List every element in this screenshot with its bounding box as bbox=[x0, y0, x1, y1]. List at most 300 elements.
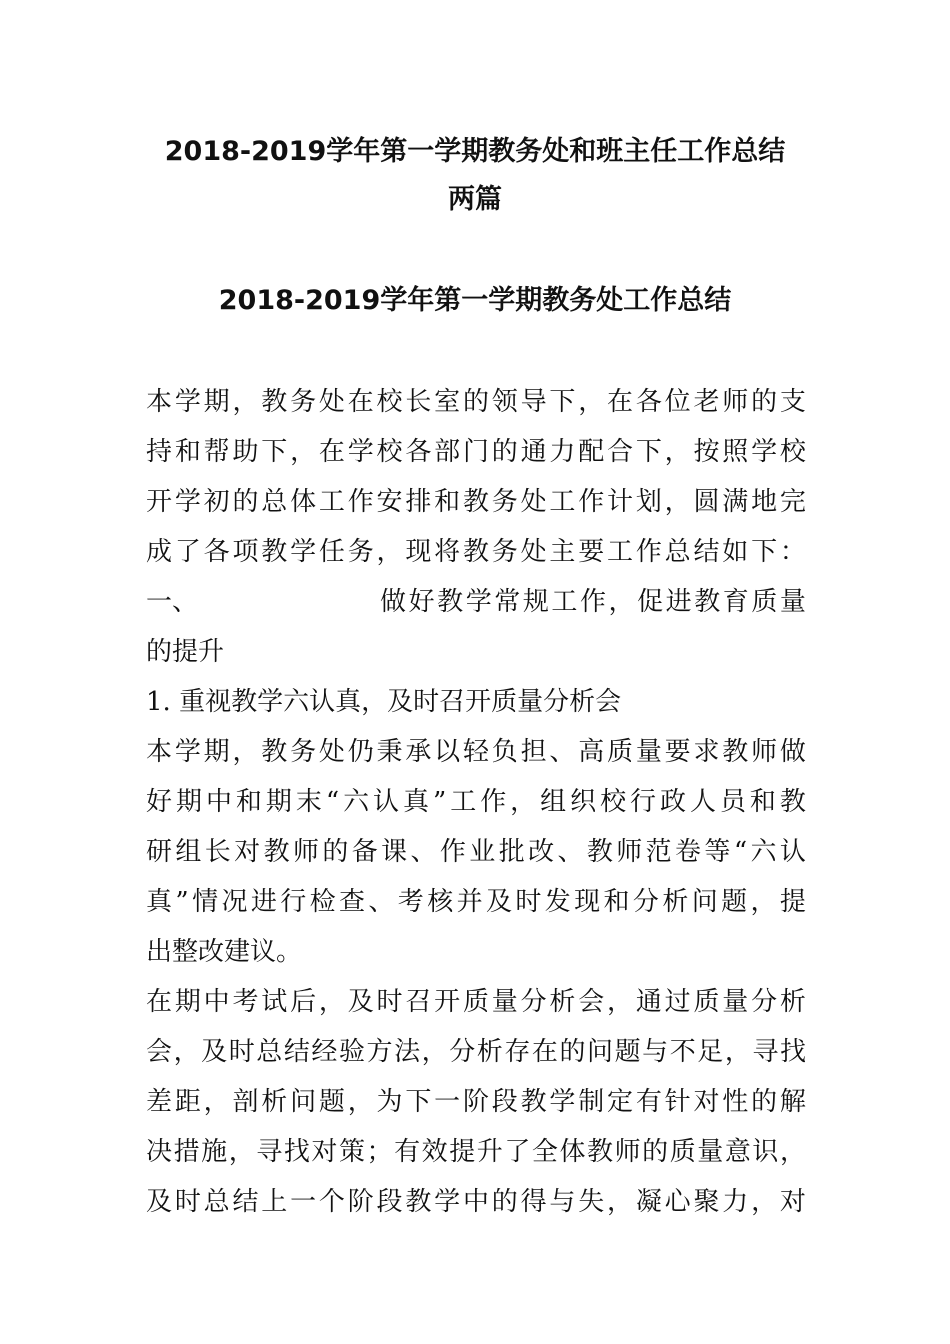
glyph: 教 bbox=[261, 537, 288, 567]
glyph: 中 bbox=[462, 1187, 489, 1217]
glyph: 按 bbox=[693, 437, 720, 467]
glyph: 全 bbox=[531, 1137, 558, 1167]
glyph: 组 bbox=[540, 787, 567, 817]
glyph: 质 bbox=[669, 1137, 696, 1167]
glyph: 的 bbox=[491, 1187, 518, 1217]
glyph: 量 bbox=[491, 987, 518, 1017]
glyph: 任 bbox=[318, 537, 345, 567]
glyph: 常 bbox=[494, 587, 521, 617]
glyph: 进 bbox=[665, 587, 692, 617]
body-line bbox=[146, 477, 806, 527]
glyph: 认 bbox=[373, 787, 400, 817]
section-heading-one bbox=[146, 577, 806, 627]
glyph: ， bbox=[510, 787, 537, 817]
glyph: 秉 bbox=[376, 737, 403, 767]
glyph: 核 bbox=[427, 887, 454, 917]
glyph: 期 bbox=[203, 387, 230, 417]
glyph: 学 bbox=[290, 537, 317, 567]
glyph: 结 bbox=[283, 1037, 310, 1067]
glyph: 中 bbox=[203, 987, 230, 1017]
glyph: 工 bbox=[450, 787, 477, 817]
glyph: “ bbox=[325, 787, 340, 817]
glyph: 问 bbox=[587, 1037, 614, 1067]
glyph: 量 bbox=[779, 587, 806, 617]
glyph: 与 bbox=[642, 1037, 669, 1067]
glyph: 配 bbox=[578, 437, 605, 467]
glyph: 并 bbox=[456, 887, 483, 917]
glyph: 师 bbox=[751, 737, 778, 767]
glyph: 析 bbox=[779, 987, 806, 1017]
glyph: 持 bbox=[146, 437, 173, 467]
glyph: 量 bbox=[635, 737, 662, 767]
glyph: 在 bbox=[146, 987, 173, 1017]
glyph: 室 bbox=[434, 387, 461, 417]
glyph: 中 bbox=[205, 787, 232, 817]
glyph: 验 bbox=[338, 1037, 365, 1067]
glyph: 及 bbox=[347, 987, 374, 1017]
glyph: 师 bbox=[616, 837, 643, 867]
glyph: 结 bbox=[232, 1187, 259, 1217]
glyph: 教 bbox=[587, 1137, 614, 1167]
glyph: 的 bbox=[751, 1087, 778, 1117]
glyph: 查 bbox=[339, 887, 366, 917]
glyph: 和 bbox=[603, 887, 630, 917]
glyph: “ bbox=[733, 837, 748, 867]
glyph: 作 bbox=[347, 487, 374, 517]
glyph: 总 bbox=[664, 537, 691, 567]
glyph: 现 bbox=[574, 887, 601, 917]
glyph: 照 bbox=[722, 437, 749, 467]
glyph: 力 bbox=[722, 1187, 749, 1217]
glyph: 失 bbox=[578, 1187, 605, 1217]
glyph: 问 bbox=[290, 1087, 317, 1117]
glyph: 分 bbox=[751, 987, 778, 1017]
glyph: 学 bbox=[174, 387, 201, 417]
glyph: 寻 bbox=[256, 1137, 283, 1167]
glyph: 学 bbox=[465, 587, 492, 617]
body-line bbox=[146, 1177, 806, 1227]
glyph: 会 bbox=[146, 1037, 173, 1067]
glyph: 织 bbox=[570, 787, 597, 817]
sub-title: 2018-2019学年第一学期教务处工作总结 bbox=[218, 285, 732, 316]
glyph: 、 bbox=[549, 737, 576, 767]
glyph: 发 bbox=[544, 887, 571, 917]
glyph: 得 bbox=[520, 1187, 547, 1217]
glyph: 师 bbox=[722, 387, 749, 417]
glyph: 量 bbox=[722, 987, 749, 1017]
glyph: 剖 bbox=[232, 1087, 259, 1117]
glyph: 六 bbox=[750, 837, 777, 867]
glyph: 和 bbox=[174, 437, 201, 467]
glyph: 找 bbox=[779, 1037, 806, 1067]
glyph: 在 bbox=[607, 387, 634, 417]
glyph: 处 bbox=[318, 737, 345, 767]
glyph: 教 bbox=[261, 737, 288, 767]
glyph: 针 bbox=[664, 1087, 691, 1117]
glyph: 题 bbox=[614, 1037, 641, 1067]
glyph: 力 bbox=[549, 437, 576, 467]
body-line bbox=[146, 427, 806, 477]
glyph: 效 bbox=[421, 1137, 448, 1167]
glyph: 将 bbox=[434, 537, 461, 567]
glyph: 做 bbox=[380, 587, 407, 617]
glyph: 本 bbox=[146, 387, 173, 417]
glyph: 圆 bbox=[693, 487, 720, 517]
glyph: 位 bbox=[664, 387, 691, 417]
glyph: 好 bbox=[408, 587, 435, 617]
glyph: 在 bbox=[318, 437, 345, 467]
glyph: 对 bbox=[779, 1187, 806, 1217]
glyph: 做 bbox=[779, 737, 806, 767]
glyph: 人 bbox=[689, 787, 716, 817]
glyph: 部 bbox=[434, 437, 461, 467]
glyph: 教 bbox=[405, 1187, 432, 1217]
glyph: 凝 bbox=[635, 1187, 662, 1217]
glyph: 方 bbox=[366, 1037, 393, 1067]
glyph: 工 bbox=[551, 587, 578, 617]
glyph: 考 bbox=[397, 887, 424, 917]
body-line bbox=[146, 727, 806, 777]
glyph: ， bbox=[232, 737, 259, 767]
glyph: 了 bbox=[174, 537, 201, 567]
glyph: 题 bbox=[721, 887, 748, 917]
glyph: 及 bbox=[146, 1187, 173, 1217]
glyph: 作 bbox=[579, 587, 606, 617]
glyph: 务 bbox=[290, 737, 317, 767]
glyph: ， bbox=[751, 1187, 778, 1217]
glyph: 距 bbox=[174, 1087, 201, 1117]
glyph: 、 bbox=[557, 837, 584, 867]
glyph: ， bbox=[664, 437, 691, 467]
glyph: 负 bbox=[491, 737, 518, 767]
glyph: 题 bbox=[318, 1087, 345, 1117]
glyph: 学 bbox=[549, 1087, 576, 1117]
glyph: ， bbox=[376, 537, 403, 567]
glyph: ， bbox=[228, 1137, 255, 1167]
glyph: 总 bbox=[261, 487, 288, 517]
glyph: 分 bbox=[449, 1037, 476, 1067]
glyph: 校 bbox=[600, 787, 627, 817]
glyph: 求 bbox=[693, 737, 720, 767]
glyph: 的 bbox=[491, 437, 518, 467]
glyph: ， bbox=[232, 387, 259, 417]
glyph: 学 bbox=[174, 737, 201, 767]
glyph: 识 bbox=[752, 1137, 779, 1167]
glyph: ， bbox=[750, 887, 777, 917]
glyph: 导 bbox=[520, 387, 547, 417]
glyph: 主 bbox=[549, 537, 576, 567]
glyph: 本 bbox=[146, 737, 173, 767]
glyph: 学 bbox=[174, 487, 201, 517]
glyph: 政 bbox=[660, 787, 687, 817]
body-line bbox=[146, 1127, 806, 1177]
glyph: 的 bbox=[559, 1037, 586, 1067]
glyph: 、 bbox=[368, 887, 395, 917]
glyph: 以 bbox=[434, 737, 461, 767]
glyph: 体 bbox=[559, 1137, 586, 1167]
glyph: 经 bbox=[311, 1037, 338, 1067]
glyph: 心 bbox=[664, 1187, 691, 1217]
body-line bbox=[146, 877, 806, 927]
glyph: 工 bbox=[318, 487, 345, 517]
body-line: 的提升 bbox=[146, 637, 225, 667]
glyph: 了 bbox=[504, 1137, 531, 1167]
glyph: 析 bbox=[476, 1037, 503, 1067]
body-line bbox=[146, 527, 806, 577]
glyph: 总 bbox=[256, 1037, 283, 1067]
body-line bbox=[146, 1077, 806, 1127]
glyph: ， bbox=[173, 1037, 200, 1067]
glyph: 足 bbox=[697, 1037, 724, 1067]
glyph: 学 bbox=[751, 437, 778, 467]
glyph: 制 bbox=[578, 1087, 605, 1117]
glyph: 对 bbox=[311, 1137, 338, 1167]
glyph: ， bbox=[779, 1137, 806, 1167]
glyph: 各 bbox=[635, 387, 662, 417]
glyph: 、 bbox=[410, 837, 437, 867]
glyph: 时 bbox=[515, 887, 542, 917]
glyph: 质 bbox=[462, 987, 489, 1017]
glyph: 措 bbox=[173, 1137, 200, 1167]
glyph: 总 bbox=[203, 1187, 230, 1217]
glyph: 各 bbox=[405, 437, 432, 467]
glyph: 校 bbox=[779, 437, 806, 467]
glyph: 门 bbox=[462, 437, 489, 467]
glyph: 行 bbox=[630, 787, 657, 817]
glyph: 析 bbox=[549, 987, 576, 1017]
glyph: 的 bbox=[462, 387, 489, 417]
glyph: 师 bbox=[292, 837, 319, 867]
glyph: 聚 bbox=[693, 1187, 720, 1217]
glyph: 教 bbox=[779, 787, 806, 817]
glyph: 要 bbox=[578, 537, 605, 567]
glyph: 有 bbox=[394, 1137, 421, 1167]
document-body bbox=[146, 377, 806, 1227]
glyph: 情 bbox=[192, 887, 219, 917]
glyph: 找 bbox=[283, 1137, 310, 1167]
glyph: 时 bbox=[228, 1037, 255, 1067]
glyph: 如 bbox=[722, 537, 749, 567]
glyph: 通 bbox=[520, 437, 547, 467]
glyph: ” bbox=[432, 787, 447, 817]
glyph: 解 bbox=[779, 1087, 806, 1117]
glyph: 地 bbox=[751, 487, 778, 517]
glyph: 领 bbox=[491, 387, 518, 417]
glyph: 析 bbox=[662, 887, 689, 917]
glyph: 真 bbox=[403, 787, 430, 817]
glyph: 施 bbox=[201, 1137, 228, 1167]
glyph: ， bbox=[578, 387, 605, 417]
glyph: 提 bbox=[449, 1137, 476, 1167]
glyph: 有 bbox=[635, 1087, 662, 1117]
glyph: 质 bbox=[607, 737, 634, 767]
glyph: 业 bbox=[469, 837, 496, 867]
glyph: 在 bbox=[347, 387, 374, 417]
glyph: 老 bbox=[693, 387, 720, 417]
glyph: ， bbox=[347, 1087, 374, 1117]
glyph: 教 bbox=[520, 1087, 547, 1117]
glyph: 为 bbox=[376, 1087, 403, 1117]
glyph: 员 bbox=[719, 787, 746, 817]
glyph: 改 bbox=[528, 837, 555, 867]
glyph: 和 bbox=[235, 787, 262, 817]
glyph: 助 bbox=[232, 437, 259, 467]
glyph: 不 bbox=[669, 1037, 696, 1067]
glyph: 的 bbox=[232, 487, 259, 517]
glyph: 时 bbox=[174, 1187, 201, 1217]
glyph: 作 bbox=[439, 837, 466, 867]
glyph: 末 bbox=[295, 787, 322, 817]
glyph: 意 bbox=[724, 1137, 751, 1167]
glyph: 真 bbox=[146, 887, 173, 917]
glyph: ， bbox=[318, 987, 345, 1017]
glyph: 进 bbox=[250, 887, 277, 917]
glyph: 六 bbox=[343, 787, 370, 817]
glyph: 安 bbox=[376, 487, 403, 517]
glyph: 量 bbox=[697, 1137, 724, 1167]
glyph: 完 bbox=[779, 487, 806, 517]
glyph: ， bbox=[724, 1037, 751, 1067]
glyph: 教 bbox=[694, 587, 721, 617]
glyph: 分 bbox=[520, 987, 547, 1017]
glyph: 教 bbox=[462, 537, 489, 567]
glyph: 法 bbox=[394, 1037, 421, 1067]
glyph: 承 bbox=[405, 737, 432, 767]
glyph: 教 bbox=[586, 837, 613, 867]
glyph: 成 bbox=[146, 537, 173, 567]
glyph: 行 bbox=[280, 887, 307, 917]
main-title-line-2: 两篇 bbox=[448, 184, 502, 215]
glyph: 项 bbox=[232, 537, 259, 567]
glyph: 一 bbox=[434, 1087, 461, 1117]
glyph: 升 bbox=[476, 1137, 503, 1167]
glyph: 与 bbox=[549, 1187, 576, 1217]
glyph: 质 bbox=[751, 587, 778, 617]
glyph: 的 bbox=[751, 387, 778, 417]
glyph: 担 bbox=[520, 737, 547, 767]
glyph: 时 bbox=[376, 987, 403, 1017]
glyph: 寻 bbox=[752, 1037, 779, 1067]
glyph: 工 bbox=[607, 537, 634, 567]
body-line bbox=[146, 1027, 806, 1077]
glyph: 处 bbox=[520, 487, 547, 517]
glyph: ， bbox=[203, 1087, 230, 1117]
glyph: 会 bbox=[578, 987, 605, 1017]
glyph: 初 bbox=[203, 487, 230, 517]
glyph: 校 bbox=[376, 387, 403, 417]
glyph: 决 bbox=[146, 1137, 173, 1167]
glyph: 等 bbox=[704, 837, 731, 867]
glyph: 处 bbox=[520, 537, 547, 567]
glyph: 在 bbox=[531, 1037, 558, 1067]
glyph: 计 bbox=[607, 487, 634, 517]
glyph: 通 bbox=[635, 987, 662, 1017]
glyph: 学 bbox=[434, 1187, 461, 1217]
glyph: 对 bbox=[693, 1087, 720, 1117]
glyph: 下 bbox=[261, 437, 288, 467]
glyph: 范 bbox=[645, 837, 672, 867]
glyph: 考 bbox=[232, 987, 259, 1017]
glyph: 段 bbox=[491, 1087, 518, 1117]
glyph: 仍 bbox=[347, 737, 374, 767]
glyph: 检 bbox=[309, 887, 336, 917]
glyph: 召 bbox=[405, 987, 432, 1017]
glyph: 上 bbox=[261, 1187, 288, 1217]
glyph: 下 bbox=[405, 1087, 432, 1117]
glyph: 校 bbox=[376, 437, 403, 467]
glyph: 课 bbox=[381, 837, 408, 867]
glyph: 性 bbox=[722, 1087, 749, 1117]
glyph: 研 bbox=[146, 837, 173, 867]
glyph: ； bbox=[366, 1137, 393, 1167]
glyph: 期 bbox=[174, 987, 201, 1017]
glyph: 教 bbox=[462, 487, 489, 517]
glyph: 务 bbox=[491, 537, 518, 567]
glyph: 帮 bbox=[203, 437, 230, 467]
glyph: 期 bbox=[203, 737, 230, 767]
glyph: 质 bbox=[693, 987, 720, 1017]
glyph: 务 bbox=[491, 487, 518, 517]
glyph: 好 bbox=[146, 787, 173, 817]
glyph: 高 bbox=[578, 737, 605, 767]
glyph: 轻 bbox=[462, 737, 489, 767]
glyph: ， bbox=[290, 437, 317, 467]
glyph: ， bbox=[421, 1037, 448, 1067]
glyph: 析 bbox=[261, 1087, 288, 1117]
glyph: 况 bbox=[221, 887, 248, 917]
glyph: 体 bbox=[290, 487, 317, 517]
glyph: 要 bbox=[664, 737, 691, 767]
glyph: 作 bbox=[635, 537, 662, 567]
glyph: 问 bbox=[691, 887, 718, 917]
glyph: 教 bbox=[261, 387, 288, 417]
glyph: 定 bbox=[607, 1087, 634, 1117]
glyph: 段 bbox=[376, 1187, 403, 1217]
section-heading-text bbox=[380, 577, 806, 627]
glyph: 的 bbox=[322, 837, 349, 867]
glyph: ： bbox=[779, 537, 806, 567]
glyph: 批 bbox=[498, 837, 525, 867]
glyph: 的 bbox=[642, 1137, 669, 1167]
glyph: 促 bbox=[637, 587, 664, 617]
body-line bbox=[146, 777, 806, 827]
glyph: 下 bbox=[549, 387, 576, 417]
glyph: 教 bbox=[437, 587, 464, 617]
glyph: 期 bbox=[175, 787, 202, 817]
glyph: 划 bbox=[635, 487, 662, 517]
glyph: 结 bbox=[693, 537, 720, 567]
glyph: 排 bbox=[405, 487, 432, 517]
glyph: 差 bbox=[146, 1087, 173, 1117]
glyph: 一 bbox=[290, 1187, 317, 1217]
body-line: 出整改建议。 bbox=[146, 937, 303, 967]
glyph: 育 bbox=[722, 587, 749, 617]
glyph: 规 bbox=[522, 587, 549, 617]
glyph: 及 bbox=[201, 1037, 228, 1067]
glyph: 认 bbox=[779, 837, 806, 867]
glyph: 长 bbox=[405, 387, 432, 417]
body-line bbox=[146, 377, 806, 427]
glyph: 个 bbox=[318, 1187, 345, 1217]
glyph: ， bbox=[607, 987, 634, 1017]
section-number: 一、 bbox=[146, 587, 199, 617]
glyph: 及 bbox=[485, 887, 512, 917]
glyph: 策 bbox=[338, 1137, 365, 1167]
glyph: 开 bbox=[146, 487, 173, 517]
glyph: ， bbox=[608, 587, 635, 617]
glyph: 支 bbox=[779, 387, 806, 417]
glyph: 开 bbox=[434, 987, 461, 1017]
